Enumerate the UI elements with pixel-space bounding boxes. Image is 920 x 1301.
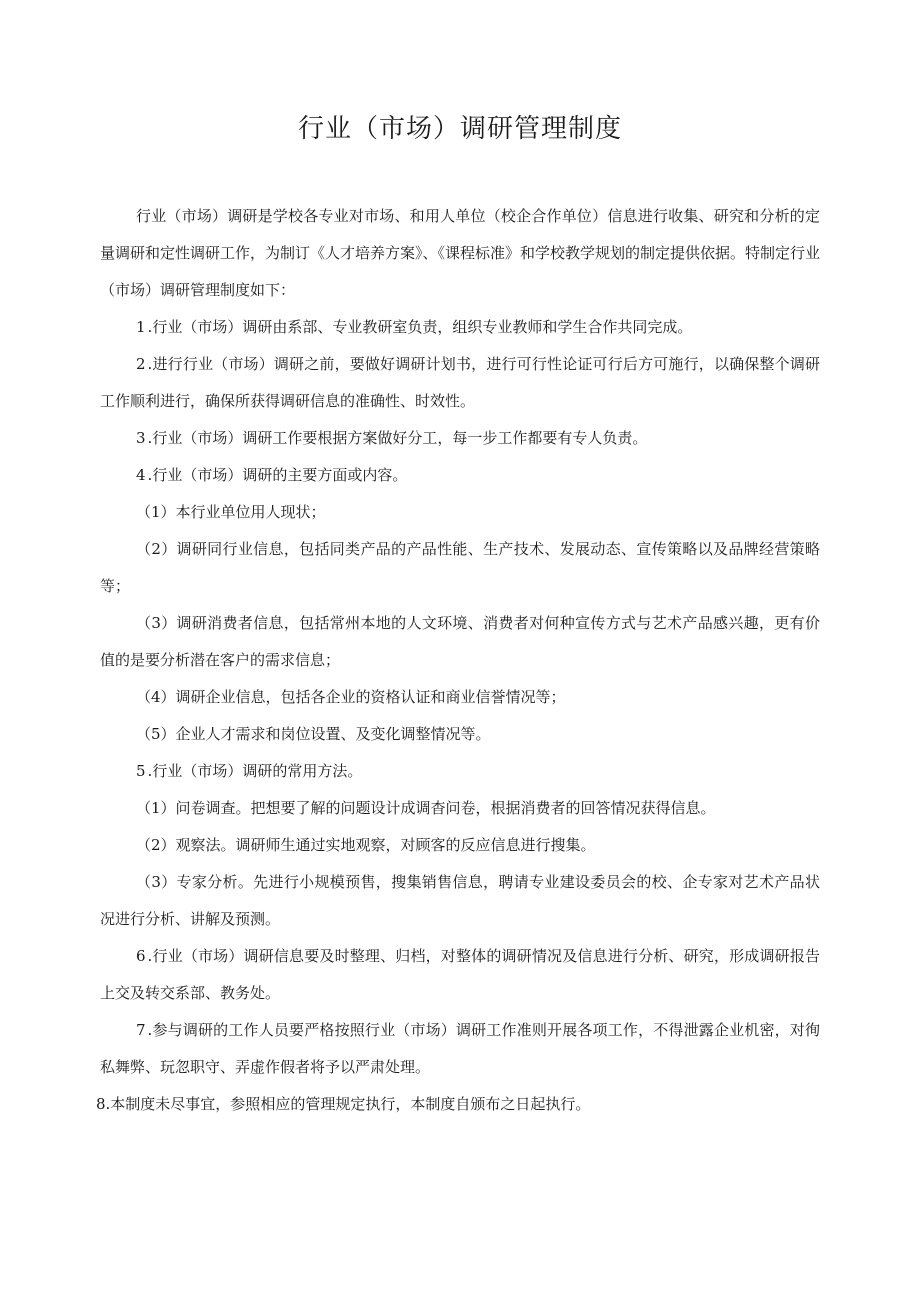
item-6-number: 6 <box>136 947 146 965</box>
item-2 <box>100 346 820 420</box>
item-4-sub-5: （5）企业人才需求和岗位设置、及变化调整情况等。 <box>136 725 491 743</box>
item-1 <box>100 309 820 346</box>
item-2-number: 2 <box>136 355 146 373</box>
item-6 <box>100 938 820 1012</box>
item-1-text: .行业（市场）调研由系部、专业教研室负责，组织专业教师和学生合作共同完成。 <box>147 318 693 336</box>
item-7 <box>100 1012 820 1086</box>
item-8: 8.本制度未尽事宜，参照相应的管理规定执行，本制度自颁布之日起执行。 <box>96 1095 591 1113</box>
item-4-sub-3: （3）调研消费者信息，包括常州本地的人文环境、消费者对何种宣传方式与艺术产品感兴趣，更有价值的是要分析潜在客户的需求信息； <box>100 614 820 669</box>
item-3-text: .行业（市场）调研工作要根据方案做好分工，每一步工作都要有专人负责。 <box>147 429 648 447</box>
item-5-text: .行业（市场）调研的常用方法。 <box>147 762 363 780</box>
item-4-sub-2: （2）调研同行业信息，包括同类产品的产品性能、生产技术、发展动态、宣传策略以及品牌经营策略等； <box>100 540 820 595</box>
document-body <box>96 198 821 1123</box>
item-4-sub-1: （1）本行业单位用人现状； <box>136 503 326 521</box>
item-4-text: .行业（市场）调研的主要方面或内容。 <box>147 466 408 484</box>
item-6-text: .行业（市场）调研信息要及时整理、归档，对整体的调研情况及信息进行分析、研究，形成调研报告上交及转交系部、教务处。 <box>100 947 820 1002</box>
item-2-text: .进行行业（市场）调研之前，要做好调研计划书，进行可行性论证可行后方可施行，以确保整个调研工作顺利进行，确保所获得调研信息的准确性、时效性。 <box>100 355 820 410</box>
item-5 <box>100 753 820 790</box>
item-5-sub-2: （2）观察法。调研师生通过实地观察，对顾客的反应信息进行搜集。 <box>136 836 596 854</box>
item-4-number: 4 <box>136 466 146 484</box>
item-5-sub-1: （1）问卷调查。把想要了解的问题设计成调杳问卷，根据消费者的回答情况获得信息。 <box>136 799 716 817</box>
intro-paragraph: 行业（市场）调研是学校各专业对市场、和用人单位（校企合作单位）信息进行收集、研究和分析的定量调研和定性调研工作，为制订《人才培养方案》、《课程标准》和学校教学规划的制定提供依据。特制定行业（市场）调研管理制度如下： <box>100 207 821 299</box>
item-1-number: 1 <box>136 318 146 336</box>
item-3 <box>100 420 820 457</box>
item-7-text: .参与调研的工作人员要严格按照行业（市场）调研工作准则开展各项工作，不得泄露企业机密，对徇私舞弊、玩忽职守、弄虚作假者将予以严肃处理。 <box>100 1021 820 1076</box>
item-7-number: 7 <box>136 1021 146 1039</box>
item-5-number: 5 <box>136 762 146 780</box>
item-4 <box>100 457 820 494</box>
item-5-sub-3: （3）专家分析。先进行小规模预售，搜集销售信息，聘请专业建设委员会的校、企专家对艺术产品状况进行分析、讲解及预测。 <box>100 873 820 928</box>
item-3-number: 3 <box>136 429 146 447</box>
item-4-sub-4: （4）调研企业信息，包括各企业的资格认证和商业信誉情况等； <box>136 688 566 706</box>
document-title: 行业（市场）调研管理制度 <box>297 114 622 144</box>
